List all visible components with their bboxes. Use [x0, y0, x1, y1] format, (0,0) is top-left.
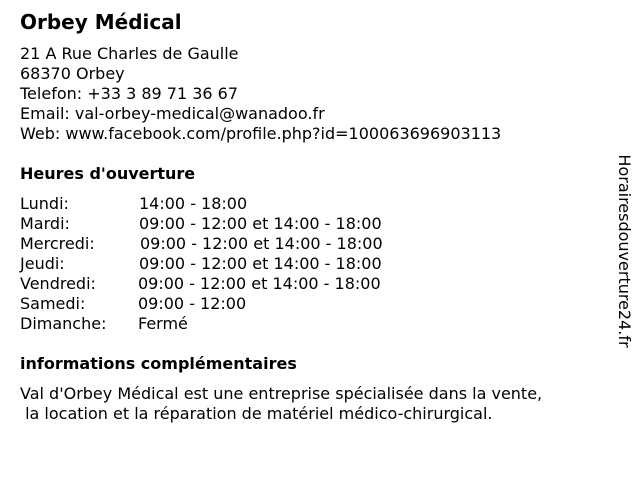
address-city: 68370 Orbey	[20, 64, 125, 83]
day-label: Jeudi:	[20, 254, 65, 273]
contact-block	[20, 44, 501, 144]
day-label: Dimanche:	[20, 314, 107, 333]
day-label: Samedi:	[20, 294, 86, 313]
site-watermark: Horairesdouverture24.fr	[615, 154, 634, 348]
email-line: Email: val-orbey-medical@wanadoo.fr	[20, 104, 325, 123]
phone-line: Telefon: +33 3 89 71 36 67	[20, 84, 239, 103]
web-line: Web: www.facebook.com/profile.php?id=100063696903113	[20, 124, 502, 143]
time-value: 14:00 - 18:00	[139, 194, 248, 213]
time-value: 09:00 - 12:00 et 14:00 - 18:00	[140, 234, 383, 253]
business-name: Orbey Médical	[20, 10, 182, 34]
time-value: 09:00 - 12:00	[138, 294, 247, 313]
business-description: Val d'Orbey Médical est une entreprise spécialisée dans la vente, la location et la réparation de matériel médico-chirurgical.	[20, 384, 543, 423]
time-value: 09:00 - 12:00 et 14:00 - 18:00	[139, 254, 382, 273]
time-value: 09:00 - 12:00 et 14:00 - 18:00	[138, 274, 381, 293]
address-street: 21 A Rue Charles de Gaulle	[20, 44, 239, 63]
day-label: Vendredi:	[20, 274, 96, 293]
time-value: 09:00 - 12:00 et 14:00 - 18:00	[139, 214, 382, 233]
day-label: Mercredi:	[20, 234, 95, 253]
day-label: Lundi:	[20, 194, 69, 213]
hours-heading: Heures d'ouverture	[20, 164, 196, 183]
info-heading: informations complémentaires	[20, 354, 297, 373]
time-value: Fermé	[138, 314, 188, 333]
day-label: Mardi:	[20, 214, 70, 233]
